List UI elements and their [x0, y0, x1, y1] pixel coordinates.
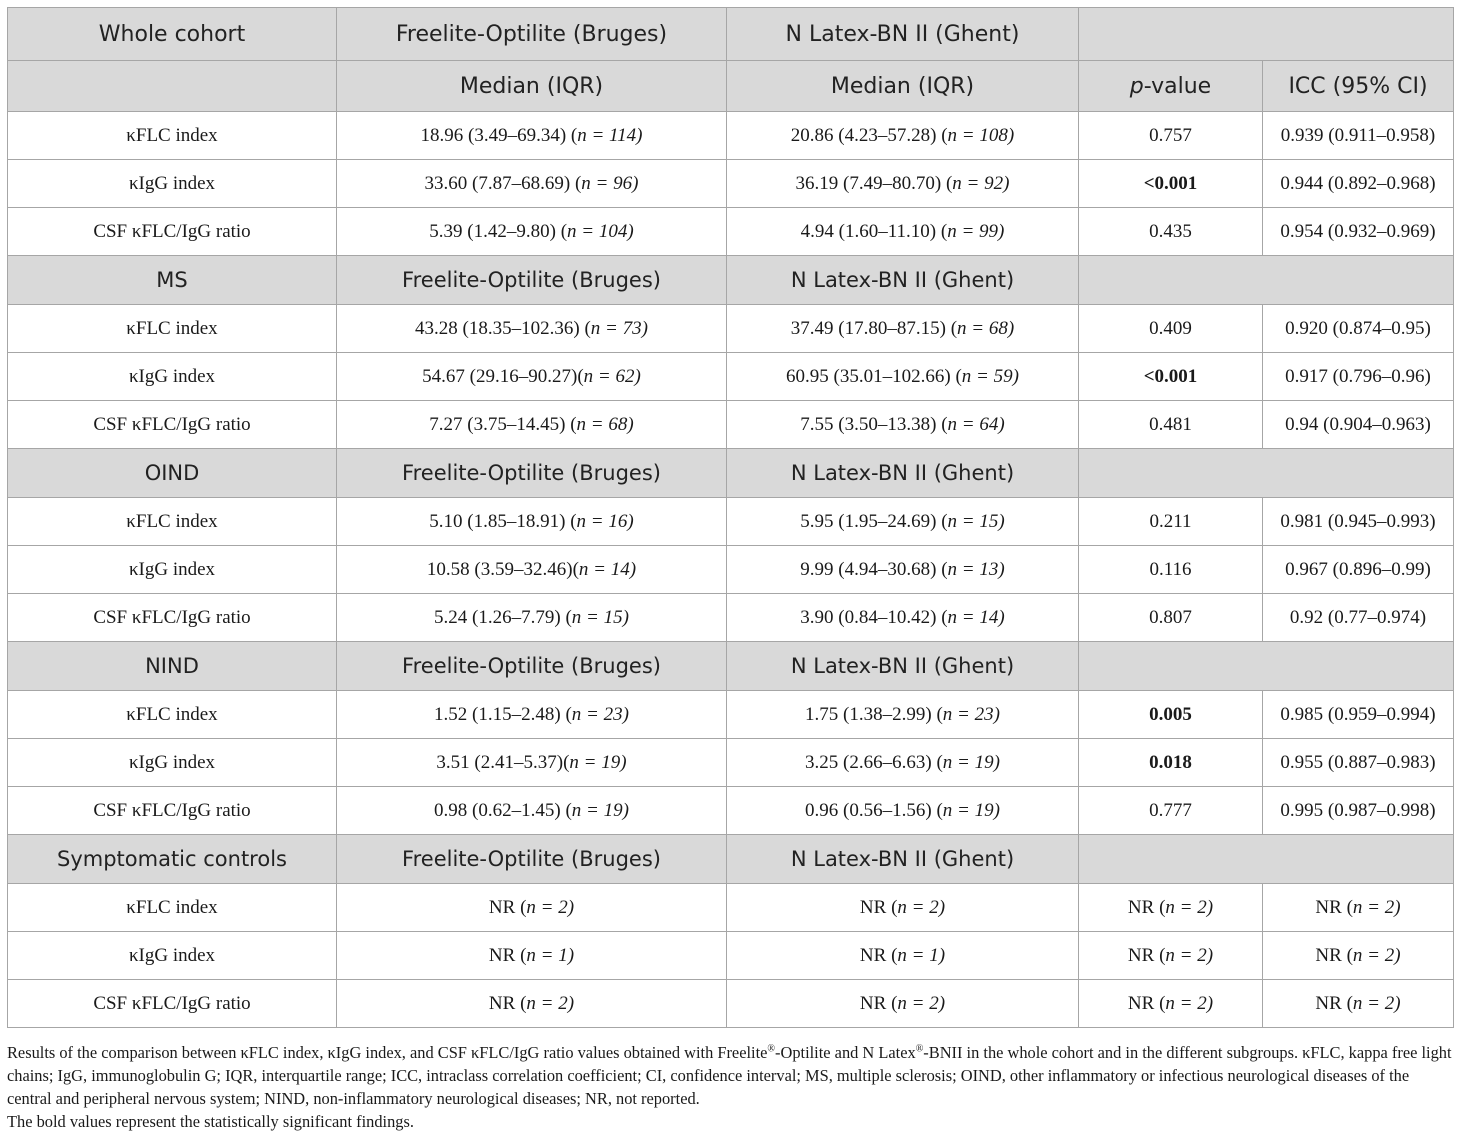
caption-text: Results of the comparison between κFLC index, κIgG index, and CSF κFLC/IgG ratio values obtained with Freelite®-Optilite and N Latex®-BNII in the whole cohort and in the different subgroups. κFLC, kappa free light chains; IgG, immunoglobulin G; IQR, interquartile range; ICC, intraclass correlation coefficient; CI, confidence interval; MS, multiple sclerosis; OIND, other inflammatory or infectious neurological diseases of the central and peripheral nervous system; NIND, non-inflammatory neurological diseases; NR, not reported. — [7, 1043, 1452, 1108]
icc-value: 0.92 (0.77–0.974) — [1263, 594, 1454, 642]
p-value: 0.757 — [1079, 112, 1263, 160]
table-row — [8, 932, 1454, 980]
icc-value: 0.981 (0.945–0.993) — [1263, 498, 1454, 546]
header-median-freelite: Median (IQR) — [337, 61, 727, 112]
icc-value: 0.94 (0.904–0.963) — [1263, 401, 1454, 449]
nlatex-value: 20.86 (4.23–57.28) (n = 108) — [727, 112, 1079, 160]
nlatex-value: 4.94 (1.60–11.10) (n = 99) — [727, 208, 1079, 256]
row-label: CSF κFLC/IgG ratio — [8, 787, 337, 835]
section-nlatex-cell: N Latex-BN II (Ghent) — [727, 835, 1079, 884]
table-row — [8, 980, 1454, 1028]
nlatex-value: 3.25 (2.66–6.63) (n = 19) — [727, 739, 1079, 787]
section-group-cell: NIND — [8, 642, 337, 691]
table-row — [8, 353, 1454, 401]
p-value: 0.211 — [1079, 498, 1263, 546]
header-nlatex-cell: N Latex-BN II (Ghent) — [727, 8, 1079, 61]
row-label: κIgG index — [8, 546, 337, 594]
freelite-value: NR (n = 1) — [337, 932, 727, 980]
row-label: CSF κFLC/IgG ratio — [8, 401, 337, 449]
freelite-value: 1.52 (1.15–2.48) (n = 23) — [337, 691, 727, 739]
freelite-value: 3.51 (2.41–5.37)(n = 19) — [337, 739, 727, 787]
p-value: NR (n = 2) — [1079, 884, 1263, 932]
icc-value: 0.967 (0.896–0.99) — [1263, 546, 1454, 594]
freelite-value: 33.60 (7.87–68.69) (n = 96) — [337, 160, 727, 208]
section-freelite-cell: Freelite-Optilite (Bruges) — [337, 835, 727, 884]
section-header-row — [8, 256, 1454, 305]
table-row — [8, 305, 1454, 353]
row-label: κFLC index — [8, 884, 337, 932]
p-rest: -value — [1143, 73, 1212, 99]
icc-value: 0.954 (0.932–0.969) — [1263, 208, 1454, 256]
p-value: 0.435 — [1079, 208, 1263, 256]
section-group-cell: OIND — [8, 449, 337, 498]
table-row — [8, 546, 1454, 594]
p-value: 0.409 — [1079, 305, 1263, 353]
nlatex-value: NR (n = 2) — [727, 980, 1079, 1028]
p-value: NR (n = 2) — [1079, 980, 1263, 1028]
results-table — [7, 7, 1454, 1028]
section-empty-cell — [1079, 642, 1454, 691]
header-p-value — [1079, 61, 1263, 112]
icc-value: NR (n = 2) — [1263, 980, 1454, 1028]
icc-value: 0.985 (0.959–0.994) — [1263, 691, 1454, 739]
caption-note: The bold values represent the statistically significant findings. — [7, 1112, 414, 1131]
nlatex-value: 36.19 (7.49–80.70) (n = 92) — [727, 160, 1079, 208]
p-value: 0.807 — [1079, 594, 1263, 642]
p-value: <0.001 — [1079, 353, 1263, 401]
freelite-value: NR (n = 2) — [337, 884, 727, 932]
row-label: κFLC index — [8, 305, 337, 353]
freelite-value: 54.67 (29.16–90.27)(n = 62) — [337, 353, 727, 401]
nlatex-value: 7.55 (3.50–13.38) (n = 64) — [727, 401, 1079, 449]
icc-value: 0.939 (0.911–0.958) — [1263, 112, 1454, 160]
section-group-cell: Symptomatic controls — [8, 835, 337, 884]
row-label: κIgG index — [8, 739, 337, 787]
section-group-cell: MS — [8, 256, 337, 305]
row-label: κFLC index — [8, 498, 337, 546]
p-value: 0.777 — [1079, 787, 1263, 835]
section-nlatex-cell: N Latex-BN II (Ghent) — [727, 256, 1079, 305]
icc-value: 0.920 (0.874–0.95) — [1263, 305, 1454, 353]
icc-value: 0.917 (0.796–0.96) — [1263, 353, 1454, 401]
row-label: CSF κFLC/IgG ratio — [8, 594, 337, 642]
table-row — [8, 112, 1454, 160]
table-row — [8, 884, 1454, 932]
table-row — [8, 401, 1454, 449]
section-header-row — [8, 835, 1454, 884]
section-header-row — [8, 642, 1454, 691]
freelite-value: 0.98 (0.62–1.45) (n = 19) — [337, 787, 727, 835]
table-row — [8, 594, 1454, 642]
nlatex-value: 0.96 (0.56–1.56) (n = 19) — [727, 787, 1079, 835]
p-value: 0.018 — [1079, 739, 1263, 787]
header-empty-label-cell — [8, 61, 337, 112]
results-table-wrapper — [7, 7, 1453, 1028]
section-empty-cell — [1079, 256, 1454, 305]
header-freelite-cell: Freelite-Optilite (Bruges) — [337, 8, 727, 61]
table-row — [8, 498, 1454, 546]
header-row-2 — [8, 61, 1454, 112]
row-label: κIgG index — [8, 353, 337, 401]
p-value: 0.005 — [1079, 691, 1263, 739]
icc-value: NR (n = 2) — [1263, 932, 1454, 980]
freelite-value: 10.58 (3.59–32.46)(n = 14) — [337, 546, 727, 594]
row-label: CSF κFLC/IgG ratio — [8, 208, 337, 256]
freelite-value: 5.39 (1.42–9.80) (n = 104) — [337, 208, 727, 256]
icc-value: 0.995 (0.987–0.998) — [1263, 787, 1454, 835]
header-group-cell: Whole cohort — [8, 8, 337, 61]
p-italic: p — [1129, 73, 1144, 99]
section-nlatex-cell: N Latex-BN II (Ghent) — [727, 449, 1079, 498]
nlatex-value: 60.95 (35.01–102.66) (n = 59) — [727, 353, 1079, 401]
header-icc: ICC (95% CI) — [1263, 61, 1454, 112]
row-label: CSF κFLC/IgG ratio — [8, 980, 337, 1028]
freelite-value: 43.28 (18.35–102.36) (n = 73) — [337, 305, 727, 353]
header-median-nlatex: Median (IQR) — [727, 61, 1079, 112]
table-row — [8, 160, 1454, 208]
header-empty-cell — [1079, 8, 1454, 61]
section-header-row — [8, 449, 1454, 498]
freelite-value: 18.96 (3.49–69.34) (n = 114) — [337, 112, 727, 160]
section-nlatex-cell: N Latex-BN II (Ghent) — [727, 642, 1079, 691]
icc-value: 0.955 (0.887–0.983) — [1263, 739, 1454, 787]
row-label: κIgG index — [8, 160, 337, 208]
header-row-1 — [8, 8, 1454, 61]
p-value: NR (n = 2) — [1079, 932, 1263, 980]
nlatex-value: 5.95 (1.95–24.69) (n = 15) — [727, 498, 1079, 546]
section-freelite-cell: Freelite-Optilite (Bruges) — [337, 642, 727, 691]
nlatex-value: NR (n = 2) — [727, 884, 1079, 932]
row-label: κFLC index — [8, 112, 337, 160]
icc-value: NR (n = 2) — [1263, 884, 1454, 932]
section-freelite-cell: Freelite-Optilite (Bruges) — [337, 256, 727, 305]
row-label: κIgG index — [8, 932, 337, 980]
section-empty-cell — [1079, 835, 1454, 884]
freelite-value: 5.10 (1.85–18.91) (n = 16) — [337, 498, 727, 546]
table-caption — [7, 1041, 1453, 1133]
freelite-value: 7.27 (3.75–14.45) (n = 68) — [337, 401, 727, 449]
nlatex-value: 9.99 (4.94–30.68) (n = 13) — [727, 546, 1079, 594]
table-row — [8, 739, 1454, 787]
nlatex-value: 1.75 (1.38–2.99) (n = 23) — [727, 691, 1079, 739]
p-value: <0.001 — [1079, 160, 1263, 208]
table-row — [8, 208, 1454, 256]
section-empty-cell — [1079, 449, 1454, 498]
table-row — [8, 691, 1454, 739]
nlatex-value: 37.49 (17.80–87.15) (n = 68) — [727, 305, 1079, 353]
nlatex-value: NR (n = 1) — [727, 932, 1079, 980]
freelite-value: 5.24 (1.26–7.79) (n = 15) — [337, 594, 727, 642]
table-row — [8, 787, 1454, 835]
p-value: 0.116 — [1079, 546, 1263, 594]
section-freelite-cell: Freelite-Optilite (Bruges) — [337, 449, 727, 498]
icc-value: 0.944 (0.892–0.968) — [1263, 160, 1454, 208]
nlatex-value: 3.90 (0.84–10.42) (n = 14) — [727, 594, 1079, 642]
p-value: 0.481 — [1079, 401, 1263, 449]
row-label: κFLC index — [8, 691, 337, 739]
freelite-value: NR (n = 2) — [337, 980, 727, 1028]
